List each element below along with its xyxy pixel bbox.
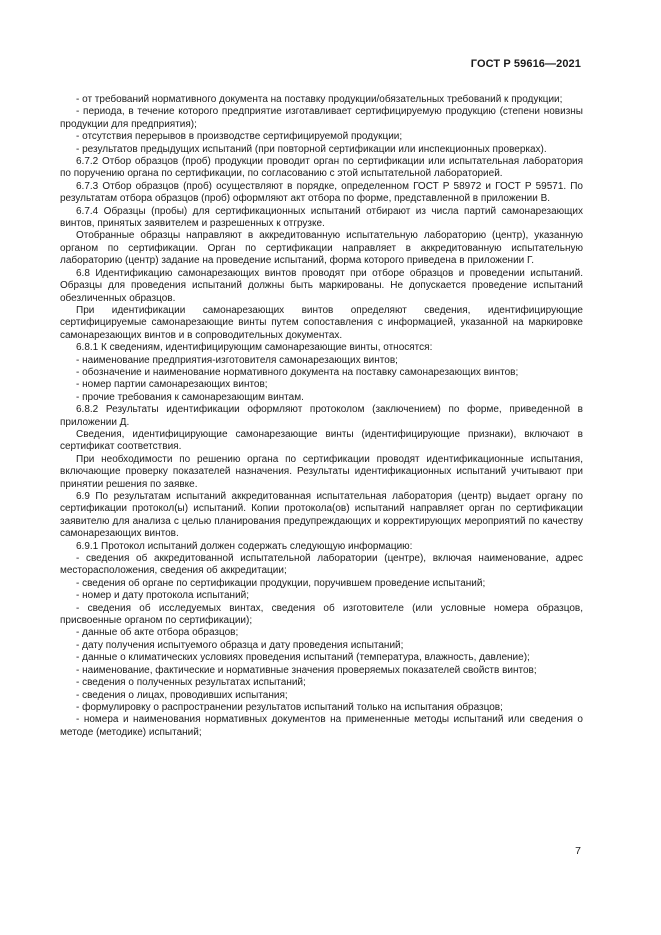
paragraph: - от требований нормативного документа на поставку продукции/обязательных требований к продукции;: [76, 94, 563, 105]
paragraph: При необходимости по решению органа по сертификации проводят идентификационные испытания, включающие проверку показателей назначения. Результаты идентификационных испытаний учитывают при принятии решения по заявке.: [60, 453, 583, 490]
paragraph: - прочие требования к самонарезающим винтам.: [76, 391, 304, 403]
paragraph: - номер и дату протокола испытаний;: [76, 590, 250, 602]
paragraph: - сведения о полученных результатах испытаний;: [76, 677, 306, 689]
paragraph: - данные об акте отбора образцов;: [76, 627, 239, 639]
paragraph: - сведения об аккредитованной испытательной лаборатории (центре), включая наименование, адрес месторасположения, сведения об аккредитации;: [60, 553, 583, 577]
paragraph: - номера и наименования нормативных документов на примененные методы испытаний или сведения о методе (методике) испытаний;: [60, 714, 583, 738]
paragraph: 6.8 Идентификацию самонарезающих винтов проводят при отборе образцов и проведении испытаний. Образцы для проведения испытаний должны быть маркированы. Не допускается проведение испытаний обезличенных образцов.: [60, 267, 583, 304]
paragraph: - номер партии самонарезающих винтов;: [76, 379, 268, 391]
paragraph: 6.7.3 Отбор образцов (проб) осуществляют в порядке, определенном ГОСТ Р 58972 и ГОСТ Р 59571. По результатам отбора образцов (проб) оформляют акт отбора по форме, представленной в приложении В.: [60, 180, 583, 205]
paragraph: Отобранные образцы направляют в аккредитованную испытательную лабораторию (центр), указанную органом по сертификации. Орган по сертификации направляет в аккредитованную испытательную лабораторию (центр) задание на проведение испытаний, форма которого приведена в приложении Г.: [60, 230, 583, 267]
paragraph: 6.7.4 Образцы (пробы) для сертификационных испытаний отбирают из числа партий самонарезающих винтов, принятых заявителем и разрешенных к отгрузке.: [60, 205, 583, 230]
paragraph: 6.9 По результатам испытаний аккредитованная испытательная лаборатория (центр) выдает органу по сертификации протокол(ы) испытаний. Копии протокола(ов) испытаний направляет орган по сертификации заявителю для анализа с целью планирования предупреждающих и корректирующих мероприятий по качеству самонарезающих винтов.: [60, 491, 583, 540]
paragraph: - наименование, фактические и нормативные значения проверяемых показателей свойств винтов;: [76, 664, 537, 676]
paragraph: - данные о климатических условиях проведения испытаний (температура, влажность, давление);: [76, 652, 530, 664]
paragraph: 6.8.1 К сведениям, идентифицирующим самонарезающие винты, относятся:: [76, 342, 433, 354]
paragraph: 6.9.1 Протокол испытаний должен содержать следующую информацию:: [76, 540, 413, 552]
paragraph: - формулировку о распространении результатов испытаний только на испытания образцов;: [76, 701, 503, 713]
paragraph: - периода, в течение которого предприятие изготавливает сертифицируемую продукцию (степени новизны продукции для предприятия);: [60, 106, 583, 130]
paragraph: - сведения о лицах, проводивших испытания;: [76, 689, 288, 701]
document-body: [60, 94, 583, 739]
page-number: 7: [575, 845, 581, 857]
paragraph: - дату получения испытуемого образца и дату проведения испытаний;: [76, 639, 404, 651]
paragraph: - отсутствия перерывов в производстве сертифицируемой продукции;: [76, 131, 403, 143]
paragraph: - сведения об органе по сертификации продукции, поручившем проведение испытаний;: [76, 577, 486, 589]
paragraph: 6.8.2 Результаты идентификации оформляют протоколом (заключением) по форме, приведенной в приложении Д.: [60, 404, 583, 428]
paragraph: При идентификации самонарезающих винтов определяют сведения, идентифицирующие сертифицируемые самонарезающие винты путем сопоставления с информацией, указанной на маркировке самонарезающих винтов и в сопроводительных документах.: [60, 304, 583, 341]
paragraph: - обозначение и наименование нормативного документа на поставку самонарезающих винтов;: [76, 366, 519, 378]
paragraph: 6.7.2 Отбор образцов (проб) продукции проводит орган по сертификации или испытательная лаборатория по поручению органа по сертификации, по согласованию с этой испытательной лабораторией.: [60, 156, 583, 180]
paragraph: - наименование предприятия-изготовителя самонарезающих винтов;: [76, 354, 398, 366]
paragraph: - результатов предыдущих испытаний (при повторной сертификации или инспекционных проверках).: [76, 143, 547, 155]
paragraph: Сведения, идентифицирующие самонарезающие винты (идентифицирующие признаки), включают в сертификат соответствия.: [60, 428, 583, 453]
paragraph: - сведения об исследуемых винтах, сведения об изготовителе (или условные номера образцов, присвоенные органом по сертификации);: [60, 602, 583, 627]
document-header: ГОСТ Р 59616—2021: [470, 58, 581, 70]
